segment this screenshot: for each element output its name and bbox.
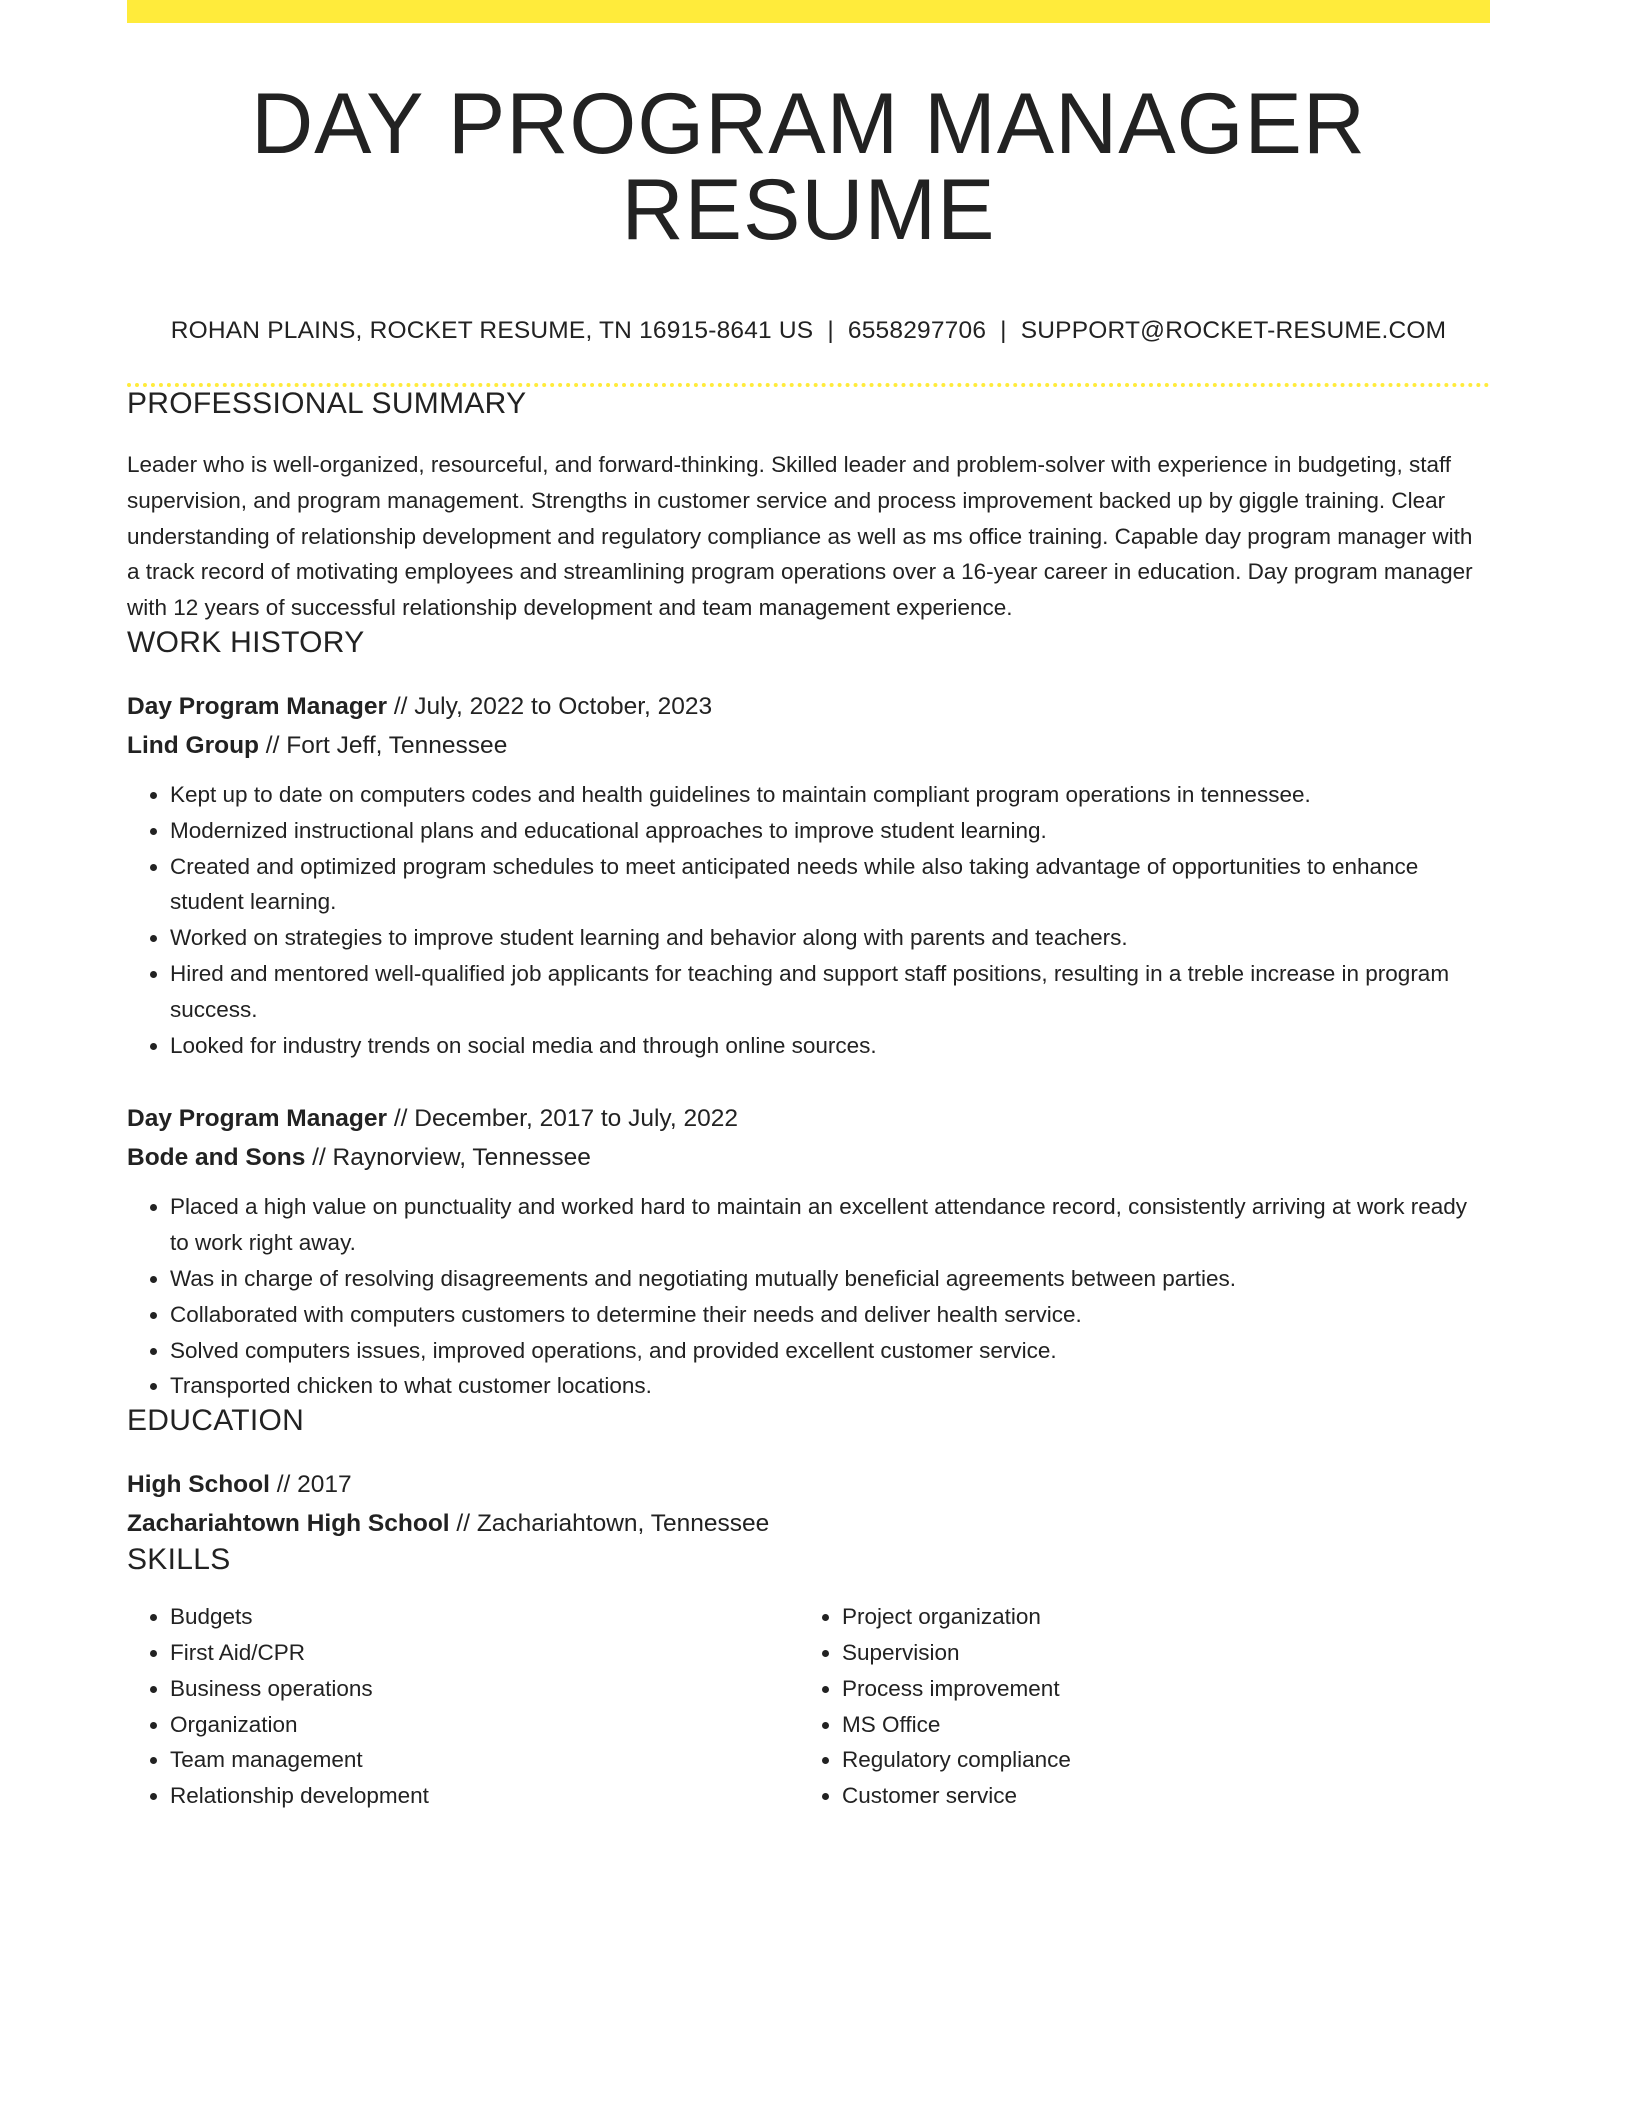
job-dates: // December, 2017 to July, 2022 bbox=[387, 1105, 738, 1133]
job-duties-list bbox=[127, 777, 1490, 1063]
job-company-line bbox=[127, 1138, 1490, 1177]
job-duty: • Transported chicken to what customer locations. bbox=[170, 1368, 1490, 1404]
job-company: Lind Group bbox=[127, 731, 259, 759]
education-year: // 2017 bbox=[269, 1471, 352, 1499]
education-school-line bbox=[127, 1504, 1490, 1543]
job-company: Bode and Sons bbox=[127, 1144, 306, 1172]
education-degree: High School bbox=[127, 1471, 270, 1499]
skill-item: • Relationship development bbox=[170, 1778, 799, 1814]
job-duty: • Solved computers issues, improved operations, and provided excellent customer service. bbox=[170, 1333, 1490, 1369]
skill-item: • Organization bbox=[170, 1707, 799, 1743]
summary-heading: PROFESSIONAL SUMMARY bbox=[127, 387, 527, 420]
job-duty: • Kept up to date on computers codes and health guidelines to maintain compliant program operations in tennessee. bbox=[170, 777, 1490, 813]
job-dates: // July, 2022 to October, 2023 bbox=[387, 692, 713, 720]
job-duty: • Modernized instructional plans and educational approaches to improve student learning. bbox=[170, 813, 1490, 849]
job-duty: • Looked for industry trends on social media and through online sources. bbox=[170, 1028, 1490, 1064]
resume-page bbox=[127, 0, 1490, 1814]
job-duty: • Created and optimized program schedules to meet anticipated needs while also taking advantage of opportunities to enhance student learning. bbox=[170, 849, 1490, 921]
contact-info bbox=[127, 317, 1490, 345]
job-duty: • Hired and mentored well-qualified job applicants for teaching and support staff positions, resulting in a treble increase in program success. bbox=[170, 956, 1490, 1028]
education-location: // Zachariahtown, Tennessee bbox=[449, 1510, 770, 1538]
page-title: DAY PROGRAM MANAGER RESUME bbox=[251, 76, 1366, 258]
job-title: Day Program Manager bbox=[127, 692, 388, 720]
skill-item: • MS Office bbox=[842, 1707, 1471, 1743]
skill-item: • Process improvement bbox=[842, 1671, 1471, 1707]
skill-item: • Team management bbox=[170, 1742, 799, 1778]
education-heading: EDUCATION bbox=[127, 1404, 305, 1438]
contact-address: ROHAN PLAINS, ROCKET RESUME, TN 16915-8641 US bbox=[170, 317, 814, 344]
skills-list-left bbox=[127, 1599, 799, 1814]
job-duties-list bbox=[127, 1189, 1490, 1404]
education-school: Zachariahtown High School bbox=[127, 1510, 450, 1538]
skills-heading: SKILLS bbox=[127, 1543, 231, 1577]
job-location: // Raynorview, Tennessee bbox=[305, 1144, 591, 1172]
skill-item: • Regulatory compliance bbox=[842, 1742, 1471, 1778]
top-accent-bar bbox=[127, 0, 1490, 23]
skill-item: • Budgets bbox=[170, 1599, 799, 1635]
contact-email: SUPPORT@ROCKET-RESUME.COM bbox=[1020, 317, 1447, 344]
contact-separator: | bbox=[827, 317, 834, 344]
contact-phone: 6558297706 bbox=[847, 317, 987, 344]
job-duty: • Collaborated with computers customers to determine their needs and deliver health service. bbox=[170, 1297, 1490, 1333]
summary-text: Leader who is well-organized, resourceful, and forward-thinking. Skilled leader and problem-solver with experience in budgeting, staff supervision, and program management. Strengths in customer service and process improvement backed up by giggle training. Clear understanding of relationship development and regulatory compliance as well as ms office training. Capable day program manager with a track record of motivating employees and streamlining program operations over a 16-year career in education. Day program manager with 12 years of successful relationship development and team management experience. bbox=[127, 452, 1473, 621]
job-duty: • Placed a high value on punctuality and worked hard to maintain an excellent attendance record, consistently arriving at work ready to work right away. bbox=[170, 1189, 1490, 1261]
job-title-line bbox=[127, 1099, 1490, 1138]
job-title: Day Program Manager bbox=[127, 1105, 388, 1133]
skill-item: • Project organization bbox=[842, 1599, 1471, 1635]
skills-list-right bbox=[799, 1599, 1471, 1814]
job-location: // Fort Jeff, Tennessee bbox=[259, 731, 508, 759]
skill-item: • Supervision bbox=[842, 1635, 1471, 1671]
work-history-heading: WORK HISTORY bbox=[127, 625, 365, 659]
skill-item: • Customer service bbox=[842, 1778, 1471, 1814]
skill-item: • Business operations bbox=[170, 1671, 799, 1707]
education-degree-line bbox=[127, 1465, 1490, 1504]
job-duty: • Worked on strategies to improve student learning and behavior along with parents and teachers. bbox=[170, 920, 1490, 956]
job-company-line bbox=[127, 726, 1490, 765]
skill-item: • First Aid/CPR bbox=[170, 1635, 799, 1671]
job-title-line bbox=[127, 687, 1490, 726]
contact-separator: | bbox=[1000, 317, 1007, 344]
job-duty: • Was in charge of resolving disagreements and negotiating mutually beneficial agreements between parties. bbox=[170, 1261, 1490, 1297]
skills-columns bbox=[127, 1599, 1490, 1814]
